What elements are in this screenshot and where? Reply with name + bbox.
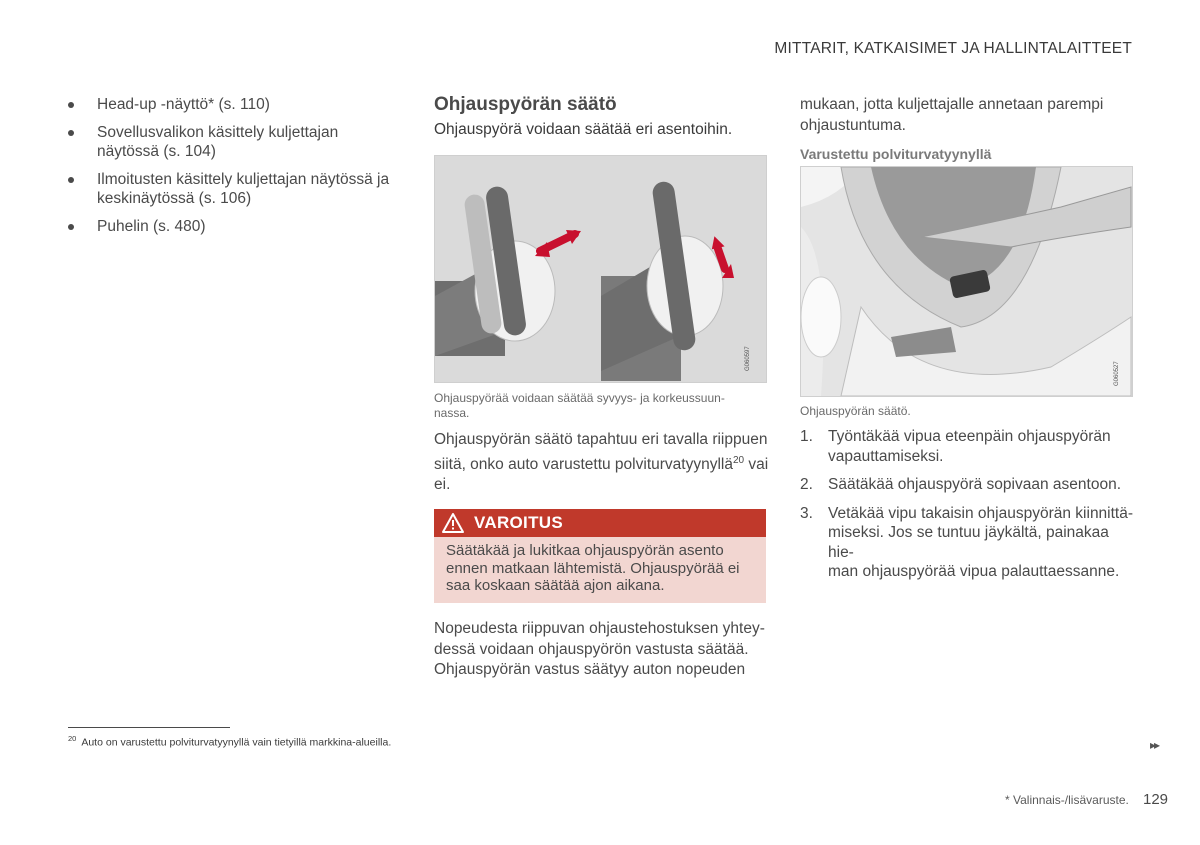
warning-body: Säätäkää ja lukitkaa ohjauspyörän asento ennen matkaan lähtemistä. Ohjauspyörää ei saa koskaan säätää ajon aikana.: [434, 537, 766, 603]
section-heading: Ohjauspyörän säätö: [434, 94, 617, 115]
warning-label: VAROITUS: [474, 513, 563, 532]
list-item[interactable]: Head-up -näyttö* (s. 110): [68, 95, 398, 115]
steering-wheel-adjust-illustration: [434, 155, 767, 383]
footnote-ref[interactable]: 20: [732, 454, 745, 466]
bullet-icon: [68, 130, 74, 136]
list-item: 2. Säätäkää ohjauspyörä sopivaan asentoon.: [800, 476, 1121, 493]
list-item[interactable]: Puhelin (s. 480): [68, 217, 398, 237]
list-item: 3. Vetäkää vipu takaisin ohjauspyörän kiinnittä- miseksi. Jos se tuntuu jäykältä, painakaa hie- man ohjauspyörää vipua palauttaessanne.: [800, 504, 1134, 580]
body-paragraph-continued: mukaan, jotta kuljettajalle annetaan parempi ohjaustuntuma.: [800, 96, 1104, 134]
body-paragraph: Ohjauspyörän säätö tapahtuu eri tavalla riippuen siitä, onko auto varustettu polviturvatyynyllä$^{20}$ vai ei.: [434, 431, 769, 494]
body-paragraph: Nopeudesta riippuvan ohjaustehostuksen yhtey- dessä voidaan ohjauspyörön vastusta säätää. Ohjauspyörän vastus säätyy auton nopeuden: [434, 620, 765, 678]
section-intro: Ohjauspyörä voidaan säätää eri asentoihin.: [434, 121, 733, 138]
footnote: $^{20}$ Auto on varustettu polviturvatyynyllä vain tietyillä markkina-alueilla.: [68, 734, 392, 749]
page-number: 129: [1143, 791, 1169, 808]
steering-column-drawing: [801, 167, 1132, 396]
warning-header: [434, 509, 766, 537]
figure-caption: Ohjauspyörän säätö.: [800, 404, 911, 418]
figure-caption: Ohjauspyörää voidaan säätää syvyys- ja korkeussuun- nassa.: [434, 391, 725, 420]
list-item[interactable]: Sovellusvalikon käsittely kuljettajan näytössä (s. 104): [68, 123, 398, 162]
figure-code: G060597: [745, 346, 751, 371]
bullet-icon: [68, 177, 74, 183]
bullet-icon: [68, 102, 74, 108]
warning-triangle-icon: [441, 512, 465, 534]
bullet-icon: [68, 224, 74, 230]
figure-code: G060527: [1114, 361, 1120, 386]
double-chevron-right-icon[interactable]: ▸▸: [1150, 738, 1159, 752]
running-header: MITTARIT, KATKAISIMET JA HALLINTALAITTEET: [774, 40, 1132, 57]
subsection-heading: Varustettu polviturvatyynyllä: [800, 146, 992, 162]
footnote-divider: [68, 727, 230, 728]
related-links-list: [68, 95, 398, 244]
optional-equipment-note: * Valinnais-/lisävaruste.: [1005, 793, 1129, 807]
steering-wheel-drawing: [435, 156, 766, 382]
list-item: 1. Työntäkää vipua eteenpäin ohjauspyörän vapauttamiseksi.: [800, 428, 1111, 465]
list-item[interactable]: Ilmoitusten käsittely kuljettajan näytössä ja keskinäytössä (s. 106): [68, 170, 398, 209]
knee-airbag-lever-illustration: [800, 166, 1133, 397]
adjustment-steps: [800, 427, 1135, 591]
